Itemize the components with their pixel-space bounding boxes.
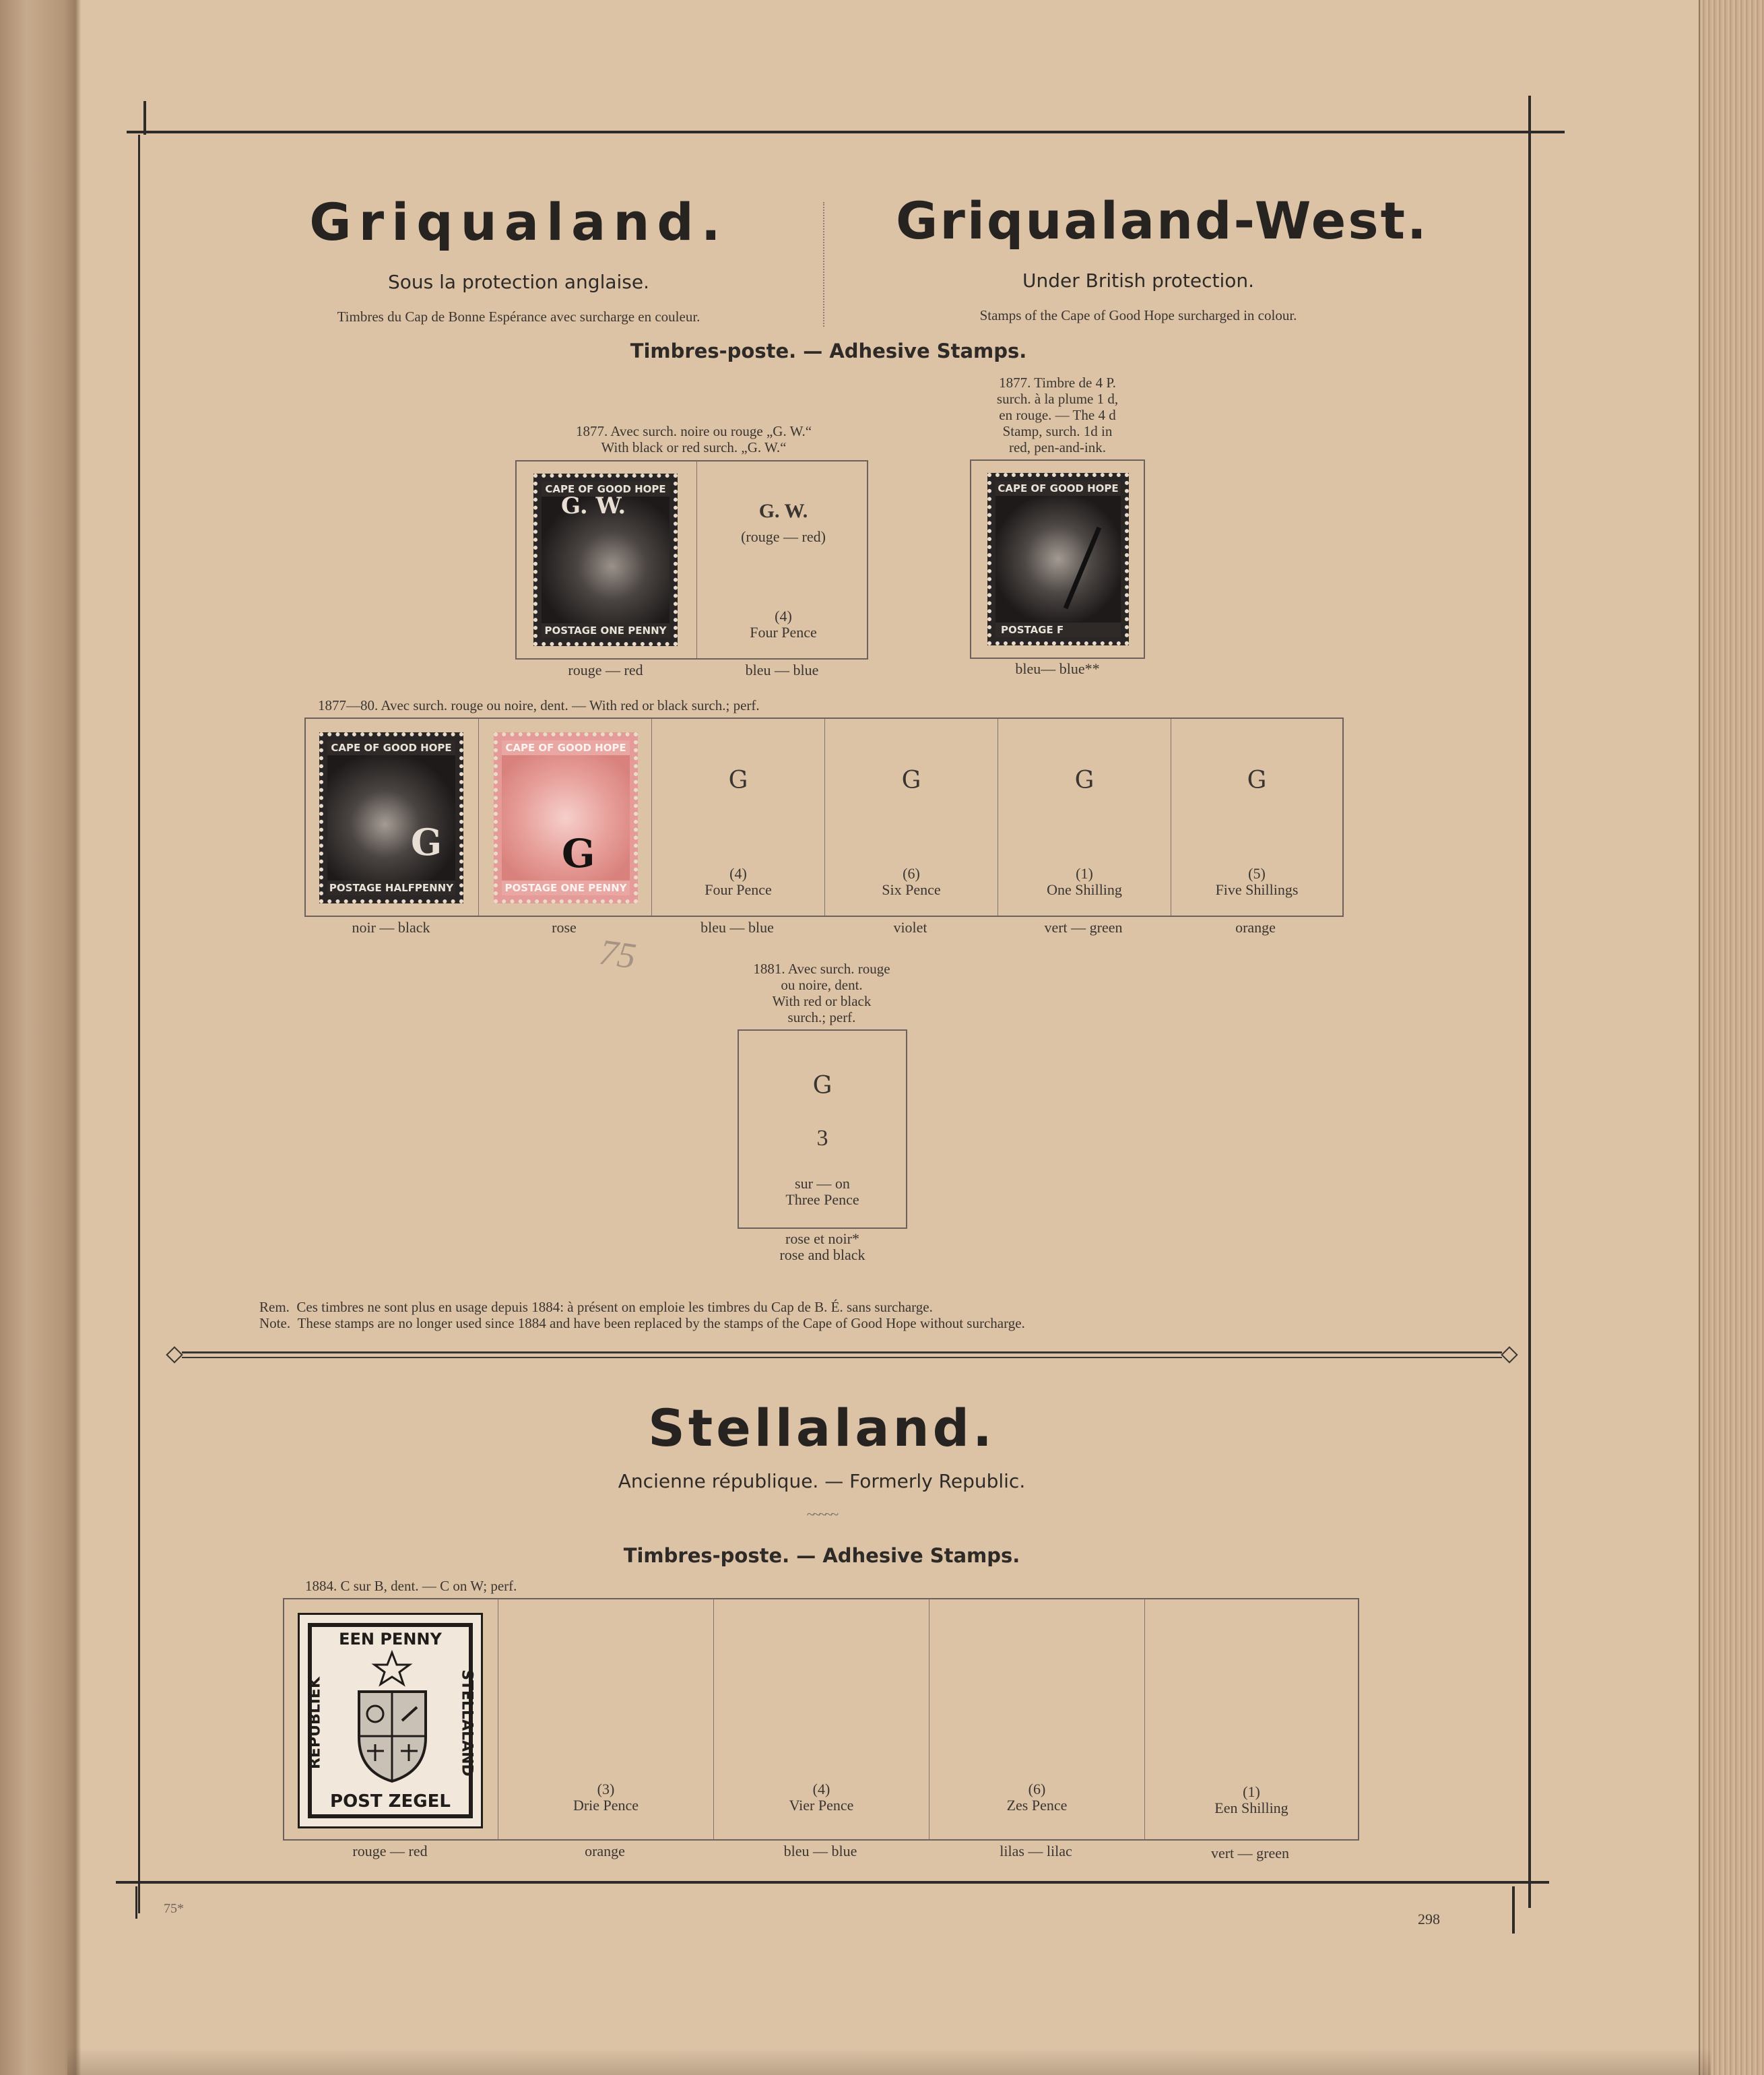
issue-1877-grid <box>515 460 868 660</box>
slot-value: Four Pence <box>705 881 772 898</box>
stamp-bottom-text: POSTAGE F <box>1001 624 1064 636</box>
stamp-slot[interactable] <box>284 1599 498 1839</box>
ornament-wave: ~~~~~ <box>806 1506 837 1523</box>
empty-slot[interactable] <box>498 1599 714 1839</box>
caption: lilas — lilac <box>1000 1843 1072 1859</box>
stamp-top-text: CAPE OF GOOD HOPE <box>505 742 626 754</box>
slot-overprint: G <box>901 767 921 794</box>
pen-line: red, pen-and-ink. <box>1008 439 1107 455</box>
pen-line: en rouge. — The 4 d <box>999 407 1116 423</box>
empty-slot[interactable] <box>652 719 825 916</box>
book-spine <box>0 0 81 2075</box>
stellaland-issue-label: 1884. C sur B, dent. — C on W; perf. <box>305 1578 517 1594</box>
stellaland-title: Stellaland. <box>648 1398 995 1458</box>
stamp-bottom-text: POSTAGE ONE PENNY <box>544 625 667 637</box>
stamp-slot[interactable] <box>479 719 652 916</box>
stamp-right-text: STELLALAND <box>458 1669 476 1777</box>
stellaland-section-heading: Timbres-poste. — Adhesive Stamps. <box>623 1544 1020 1567</box>
note-text: These stamps are no longer used since 1884 and have been replaced by the stamps of the Cape of Good Hope without surcharge. <box>297 1315 1025 1331</box>
slot-sur: sur — on <box>795 1175 850 1192</box>
slot-value: Three Pence <box>785 1191 859 1208</box>
stamp-top-text: CAPE OF GOOD HOPE <box>998 482 1119 494</box>
note-label: Note. <box>259 1315 291 1331</box>
caption: orange <box>1235 919 1276 936</box>
issue-1881-line: ou noire, dent. <box>781 977 863 993</box>
left-border-rule <box>138 135 140 1913</box>
rem-label: Rem. <box>259 1299 290 1315</box>
stamp-bottom-text: POSTAGE HALFPENNY <box>329 882 454 894</box>
griqualand-west-subtitle: Under British protection. <box>1022 269 1255 292</box>
caption: rose <box>552 919 577 936</box>
issue-1881-line: surch.; perf. <box>787 1009 856 1025</box>
remark-rem <box>259 1299 933 1316</box>
slot-value: One Shilling <box>1047 881 1122 898</box>
top-border-rule <box>127 131 1565 133</box>
caption: bleu — blue <box>783 1843 857 1859</box>
empty-slot[interactable] <box>739 1031 906 1227</box>
stamp-top-text: CAPE OF GOOD HOPE <box>331 742 452 754</box>
bottom-border-rule <box>116 1881 1549 1884</box>
stamp-cape-one-penny-gw <box>533 474 678 646</box>
slot-value: Vier Pence <box>789 1797 854 1814</box>
griqualand-west-note: Stamps of the Cape of Good Hope surcharged in colour. <box>979 307 1297 323</box>
slot-overprint-sub: (rouge — red) <box>741 528 826 545</box>
slot-value: Zes Pence <box>1006 1797 1068 1814</box>
bottom-left-tick <box>135 1886 137 1919</box>
coat-of-arms-icon <box>347 1650 438 1785</box>
empty-slot[interactable] <box>697 461 870 658</box>
issue-1881-label <box>714 961 929 1025</box>
remark-note <box>259 1315 1025 1332</box>
g-overprint: G <box>562 831 595 876</box>
slot-overprint: G <box>728 767 748 794</box>
slot-value: Een Shilling <box>1214 1799 1288 1816</box>
slot-value: Four Pence <box>750 624 817 641</box>
section-heading: Timbres-poste. — Adhesive Stamps. <box>630 340 1027 362</box>
issue-1877-80-grid <box>304 717 1344 917</box>
rem-text: Ces timbres ne sont plus en usage depuis 1884: à présent on emploie les timbres du Cap de B. É. sans surcharge. <box>296 1299 933 1315</box>
stamp-bottom-text: POST ZEGEL <box>330 1791 451 1812</box>
page-number: 298 <box>1418 1911 1440 1927</box>
slot-number: (6) <box>903 865 920 882</box>
empty-slot[interactable] <box>1171 719 1342 916</box>
issue-1881-line: 1881. Avec surch. rouge <box>753 961 890 977</box>
stamp-stellaland-een-penny <box>298 1613 483 1828</box>
caption: vert — green <box>1044 919 1123 936</box>
top-left-tick <box>143 101 146 135</box>
caption: rouge — red <box>352 1843 428 1859</box>
empty-slot[interactable] <box>714 1599 929 1839</box>
bottom-right-tick <box>1512 1886 1515 1934</box>
issue-1881-grid <box>738 1029 907 1229</box>
stellaland-subtitle: Ancienne république. — Formerly Republic. <box>618 1470 1026 1492</box>
empty-slot[interactable] <box>1145 1599 1358 1839</box>
pencil-mark: 75 <box>597 931 639 977</box>
stamp-slot[interactable] <box>306 719 479 916</box>
slot-number: (5) <box>1248 865 1266 882</box>
stamp-cape-four-pence-pen <box>987 473 1129 645</box>
issue-1877-line2: With black or red surch. „G. W.“ <box>601 439 787 455</box>
stamp-cape-one-penny-rose-g <box>494 732 638 903</box>
slot-overprint: G <box>1247 767 1267 794</box>
slot-overprint: G <box>812 1072 832 1099</box>
caption: bleu — blue <box>700 919 774 936</box>
issue-1877-pen-label <box>956 375 1158 455</box>
stamp-top-text: EEN PENNY <box>339 1630 442 1649</box>
caption: rose et noir* <box>785 1230 859 1247</box>
slot-number: (3) <box>597 1781 615 1797</box>
caption: vert — green <box>1210 1845 1290 1861</box>
slot-number: (1) <box>1243 1783 1260 1800</box>
page-edges <box>1699 0 1764 2075</box>
issue-1877-pen-grid <box>970 459 1145 659</box>
griqualand-note: Timbres du Cap de Bonne Espérance avec surcharge en couleur. <box>337 309 700 325</box>
pen-surcharge-icon <box>1052 524 1113 612</box>
pen-line: Stamp, surch. 1d in <box>1002 423 1113 439</box>
caption: rose and black <box>779 1246 865 1263</box>
stellaland-grid <box>283 1598 1359 1841</box>
slot-number: (4) <box>775 608 792 625</box>
slot-number: (1) <box>1076 865 1093 882</box>
slot-overprint: G. W. <box>758 500 808 522</box>
pen-line: surch. à la plume 1 d, <box>996 391 1119 407</box>
issue-1877-80-label: 1877—80. Avec surch. rouge ou noire, dent. — With red or black surch.; perf. <box>318 697 760 713</box>
slot-number: (6) <box>1028 1781 1046 1797</box>
right-border-rule <box>1528 96 1531 1908</box>
slot-value: Drie Pence <box>573 1797 639 1814</box>
griqualand-subtitle: Sous la protection anglaise. <box>387 271 650 293</box>
issue-1877-line1: 1877. Avec surch. noire ou rouge „G. W.“ <box>575 423 812 439</box>
caption: violet <box>893 919 927 936</box>
caption: orange <box>585 1843 625 1859</box>
empty-slot[interactable] <box>825 719 998 916</box>
pen-line: 1877. Timbre de 4 P. <box>999 375 1116 391</box>
slot-value: Five Shillings <box>1215 881 1299 898</box>
stamp-slot[interactable] <box>517 461 697 658</box>
stamp-bottom-text: POSTAGE ONE PENNY <box>504 882 627 894</box>
slot-overprint: G <box>1074 767 1095 794</box>
g-overprint: G <box>411 821 443 864</box>
slot-number: (4) <box>812 1781 830 1797</box>
empty-slot[interactable] <box>998 719 1171 916</box>
slot-numeral: 3 <box>816 1126 828 1151</box>
page-shadow <box>67 2048 1711 2075</box>
griqualand-west-title: Griqualand-West. <box>896 191 1429 251</box>
caption: noir — black <box>352 919 430 936</box>
stamp-top-text: CAPE OF GOOD HOPE <box>545 483 666 495</box>
stamp-cape-halfpenny-g <box>319 732 463 903</box>
caption: rouge — red <box>568 662 643 678</box>
stamp-slot[interactable] <box>971 461 1144 658</box>
caption: bleu — blue <box>745 662 819 678</box>
issue-1877-label <box>485 423 903 455</box>
stamp-left-text: REPUBLIEK <box>306 1677 324 1770</box>
griqualand-title: Griqualand. <box>309 192 728 252</box>
slot-number: (4) <box>729 865 747 882</box>
footer-left-mark: 75* <box>164 1901 184 1916</box>
caption: bleu— blue** <box>1015 660 1100 677</box>
gw-overprint: G. W. <box>561 492 626 519</box>
slot-value: Six Pence <box>882 881 941 898</box>
empty-slot[interactable] <box>929 1599 1145 1839</box>
ornamental-divider <box>168 1349 1515 1365</box>
issue-1881-line: With red or black <box>772 993 872 1009</box>
header-divider <box>823 202 824 327</box>
